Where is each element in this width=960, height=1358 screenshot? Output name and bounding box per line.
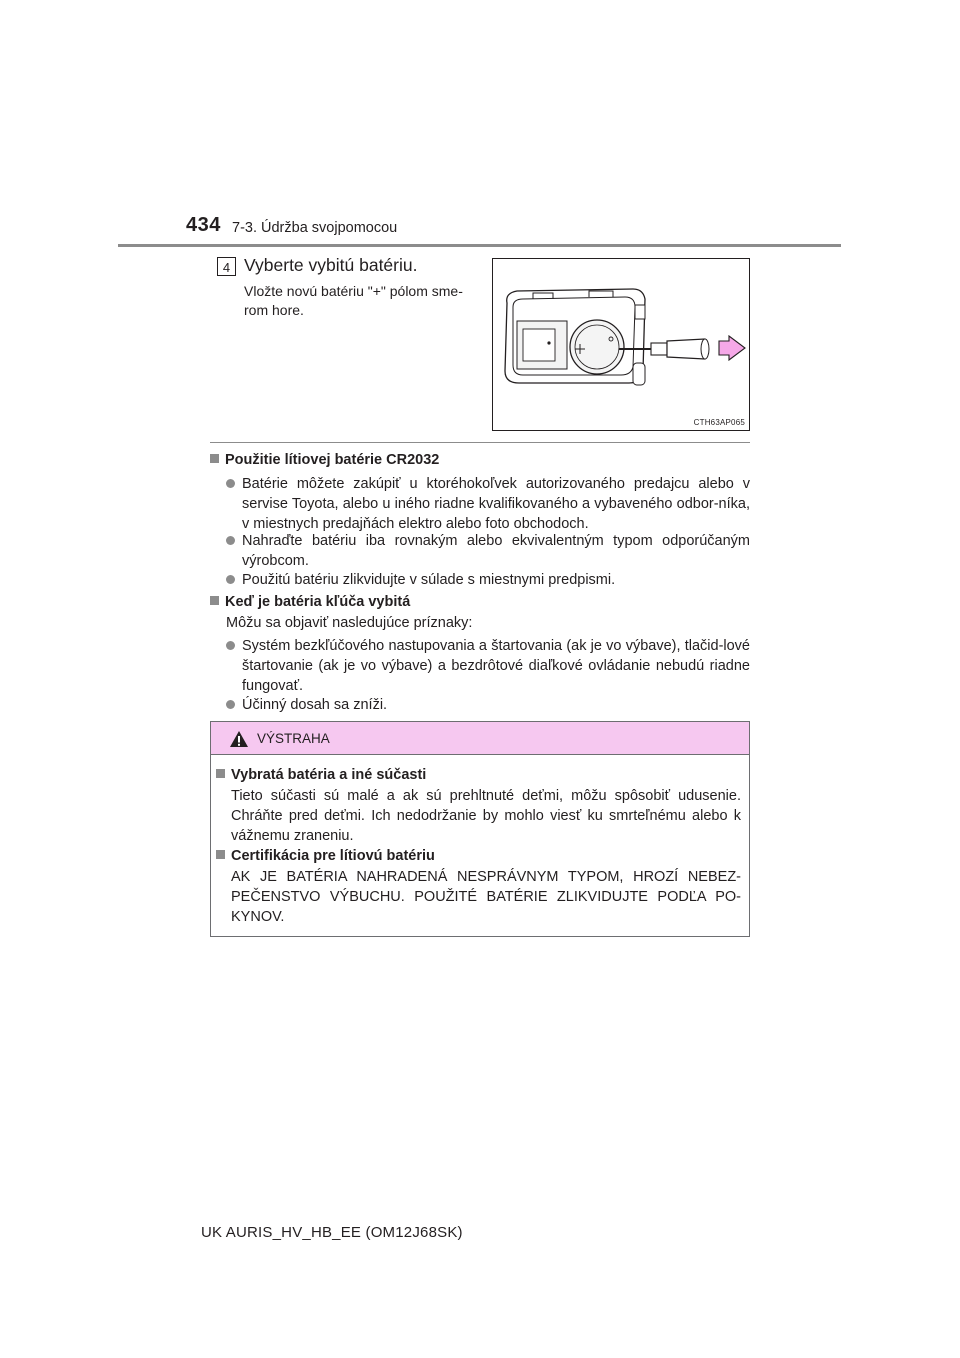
footer-model-code: UK AURIS_HV_HB_EE (OM12J68SK): [201, 1224, 463, 1241]
step-note: Vložte novú batériu "+" pólom sme-rom hore.: [244, 283, 463, 318]
step-title: Vyberte vybitú batériu.: [244, 255, 418, 275]
square-bullet-icon: [210, 454, 219, 463]
bullet-text: Batérie môžete zakúpiť u ktoréhokoľvek autorizovaného predajcu alebo v servise Toyota, alebo u iného riadne kvalifikovaného a vybaveného odbor-níka, v miestnych predajňách elektro alebo foto obchodoch.: [242, 476, 750, 532]
bullet-item: [226, 570, 750, 590]
square-bullet-icon: [216, 769, 225, 778]
warning-box: [210, 721, 750, 937]
battery-illustration: [492, 258, 750, 431]
round-bullet-icon: [226, 700, 235, 709]
step-number-box: 4: [217, 257, 236, 276]
section-intro: Môžu sa objaviť nasledujúce príznaky:: [226, 615, 473, 631]
header-divider: [118, 244, 841, 247]
section-title: 7-3. Údržba svojpomocou: [232, 220, 398, 236]
warning-triangle-icon: [229, 730, 249, 748]
bullet-item: [226, 531, 750, 571]
warning-header: [211, 722, 749, 755]
square-bullet-icon: [216, 850, 225, 859]
round-bullet-icon: [226, 575, 235, 584]
figure-code: CTH63AP065: [693, 418, 745, 427]
bullet-item: [226, 695, 750, 715]
bullet-text: Použitú batériu zlikvidujte v súlade s miestnymi predpismi.: [242, 572, 616, 588]
bullet-text: Systém bezkľúčového nastupovania a štartovania (ak je vo výbave), tlačid-lové štartovanie (ak je vo výbave) a bezdrôtové diaľkové ovládanie nebudú riadne fungovať.: [242, 638, 750, 694]
warning-heading-text: Certifikácia pre lítiovú batériu: [231, 848, 435, 864]
section-heading-text: Keď je batéria kľúča vybitá: [225, 594, 411, 610]
round-bullet-icon: [226, 536, 235, 545]
round-bullet-icon: [226, 479, 235, 488]
section-heading-battery: [210, 452, 439, 468]
bullet-item: [226, 636, 750, 696]
warning-item-text: Tieto súčasti sú malé a ak sú prehltnuté deťmi, môžu spôsobiť udusenie. Chráňte pred deťmi. Ich nedodržanie by mohlo viesť ku smrteľnému alebo k vážnemu zraneniu.: [231, 788, 741, 844]
key-fob-battery-drawing: [493, 259, 749, 430]
warning-item-heading: [216, 848, 435, 864]
page-number: 434: [186, 214, 221, 236]
bullet-item: [226, 474, 750, 534]
section-heading-dead-battery: [210, 594, 410, 610]
square-bullet-icon: [210, 596, 219, 605]
warning-heading-text: Vybratá batéria a iné súčasti: [231, 767, 427, 783]
content-divider: [210, 442, 750, 443]
bullet-text: Účinný dosah sa zníži.: [242, 697, 388, 713]
warning-item-heading: [216, 767, 426, 783]
round-bullet-icon: [226, 641, 235, 650]
bullet-text: Nahraďte batériu iba rovnakým alebo ekvivalentným typom odporúčaným výrobcom.: [242, 533, 750, 569]
warning-title: VÝSTRAHA: [257, 731, 330, 746]
warning-item-text: AK JE BATÉRIA NAHRADENÁ NESPRÁVNYM TYPOM, HROZÍ NEBEZ-PEČENSTVO VÝBUCHU. POUŽITÉ BATÉRIE ZLIKVIDUJTE PODĽA PO-KYNOV.: [231, 869, 741, 925]
section-heading-text: Použitie lítiovej batérie CR2032: [225, 452, 440, 468]
